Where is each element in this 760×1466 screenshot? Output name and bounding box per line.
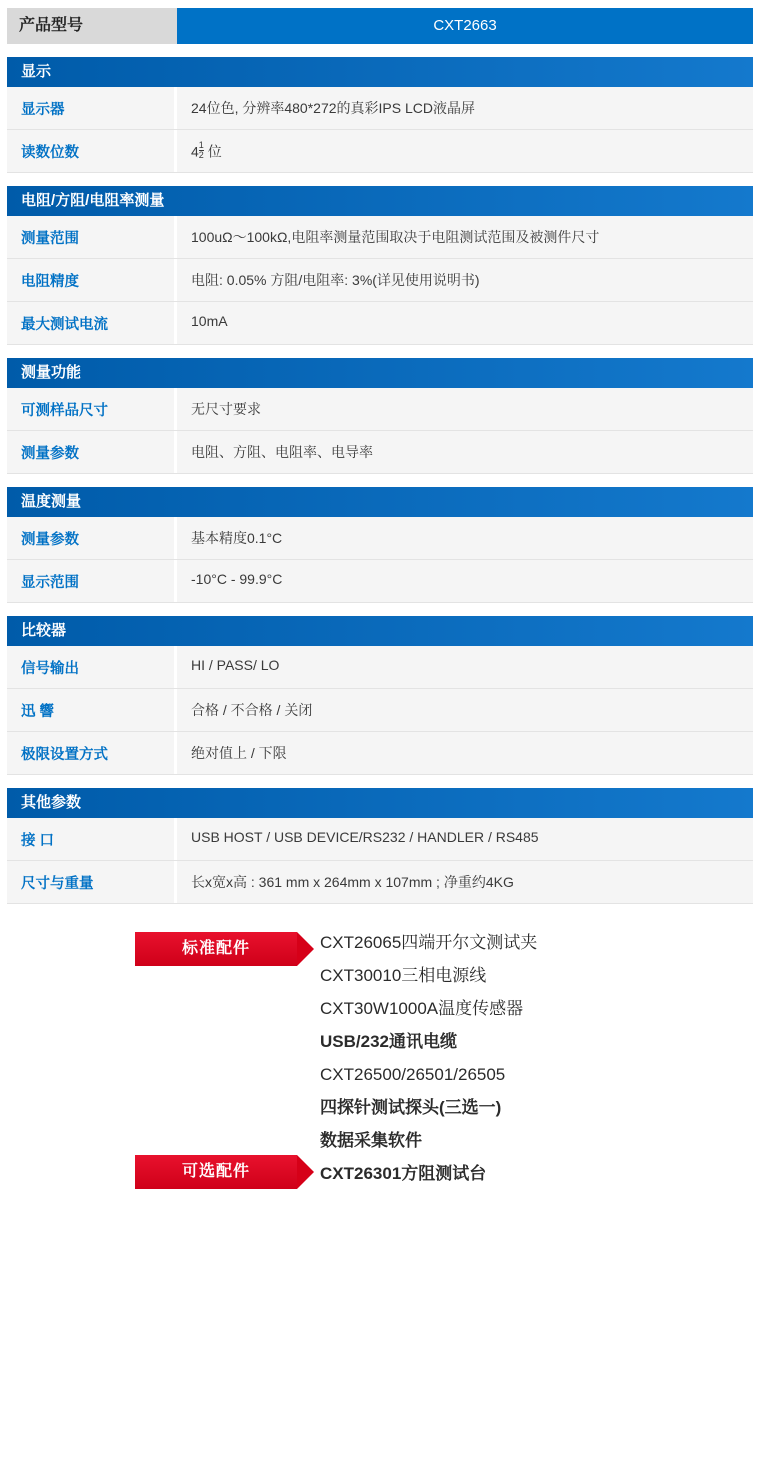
- table-row: [7, 302, 753, 345]
- row-value: 基本精度0.1°C: [177, 517, 753, 559]
- row-label: 接 口: [7, 818, 177, 860]
- accessories-block: [0, 926, 760, 1226]
- table-row: [7, 646, 753, 689]
- section-title: 显示: [7, 57, 753, 87]
- fraction-numerator: 1: [198, 140, 204, 150]
- section-title: 其他参数: [7, 788, 753, 818]
- section-resistance: [7, 186, 753, 345]
- row-value: HI / PASS/ LO: [177, 646, 753, 688]
- row-label: 测量参数: [7, 517, 177, 559]
- table-row: [7, 560, 753, 603]
- spec-sheet: [0, 8, 760, 1226]
- product-model-value: CXT2663: [177, 8, 753, 44]
- row-value: 无尺寸要求: [177, 388, 753, 430]
- accessories-list: [320, 926, 537, 1190]
- table-row: [7, 87, 753, 130]
- row-label: 测量参数: [7, 431, 177, 473]
- list-item: 四探针测试探头(三选一): [320, 1098, 502, 1117]
- row-value: 绝对值上 / 下限: [177, 732, 753, 774]
- standard-accessories-tag: 标准配件: [135, 932, 297, 966]
- section-temperature: [7, 487, 753, 603]
- list-item: CXT26065四端开尔文测试夹: [320, 933, 538, 952]
- list-item: 数据采集软件: [320, 1131, 422, 1150]
- section-title: 比较器: [7, 616, 753, 646]
- table-row: [7, 689, 753, 732]
- row-label: 信号输出: [7, 646, 177, 688]
- section-title: 温度测量: [7, 487, 753, 517]
- row-label: 尺寸与重量: [7, 861, 177, 903]
- row-value: 24位色, 分辨率480*272的真彩IPS LCD液晶屏: [177, 87, 753, 129]
- row-label: 可测样品尺寸: [7, 388, 177, 430]
- table-row: [7, 216, 753, 259]
- section-measurement-function: [7, 358, 753, 474]
- row-label: 显示范围: [7, 560, 177, 602]
- table-row: [7, 388, 753, 431]
- table-row: [7, 130, 753, 173]
- row-value: 电阻、方阻、电阻率、电导率: [177, 431, 753, 473]
- list-item: CXT30010三相电源线: [320, 966, 487, 985]
- table-row: [7, 818, 753, 861]
- section-title: 测量功能: [7, 358, 753, 388]
- table-row: [7, 259, 753, 302]
- row-value: [177, 130, 753, 172]
- row-label: 最大测试电流: [7, 302, 177, 344]
- list-item: CXT26301方阻测试台: [320, 1164, 487, 1183]
- row-label: 显示器: [7, 87, 177, 129]
- row-value: 100uΩ～100kΩ,电阻率测量范围取决于电阻测试范围及被测件尺寸: [177, 216, 753, 258]
- table-row: [7, 517, 753, 560]
- row-label: 极限设置方式: [7, 732, 177, 774]
- digit-count-unit: 位: [203, 143, 222, 160]
- product-model-label: 产品型号: [7, 8, 177, 44]
- row-value: 合格 / 不合格 / 关闭: [177, 689, 753, 731]
- table-row: [7, 861, 753, 904]
- fraction-denominator: 2: [198, 150, 204, 160]
- row-value: 长x宽x高 : 361 mm x 264mm x 107mm ; 净重约4KG: [177, 861, 753, 903]
- list-item: CXT26500/26501/26505: [320, 1065, 506, 1084]
- section-comparator: [7, 616, 753, 775]
- section-display: [7, 57, 753, 173]
- digit-count-value: 4: [191, 143, 199, 160]
- row-value: 10mA: [177, 302, 753, 344]
- row-value: -10°C - 99.9°C: [177, 560, 753, 602]
- product-model-row: [7, 8, 753, 44]
- section-other: [7, 788, 753, 904]
- list-item: USB/232通讯电缆: [320, 1032, 457, 1051]
- row-label: 测量范围: [7, 216, 177, 258]
- list-item: CXT30W1000A温度传感器: [320, 999, 524, 1018]
- table-row: [7, 732, 753, 775]
- optional-accessories-tag: 可选配件: [135, 1155, 297, 1189]
- row-label: 读数位数: [7, 130, 177, 172]
- row-label: 电阻精度: [7, 259, 177, 301]
- table-row: [7, 431, 753, 474]
- row-label: 迅 響: [7, 689, 177, 731]
- row-value: USB HOST / USB DEVICE/RS232 / HANDLER / RS485: [177, 818, 753, 860]
- row-value: 电阻: 0.05% 方阻/电阻率: 3%(详见使用说明书): [177, 259, 753, 301]
- section-title: 电阻/方阻/电阻率测量: [7, 186, 753, 216]
